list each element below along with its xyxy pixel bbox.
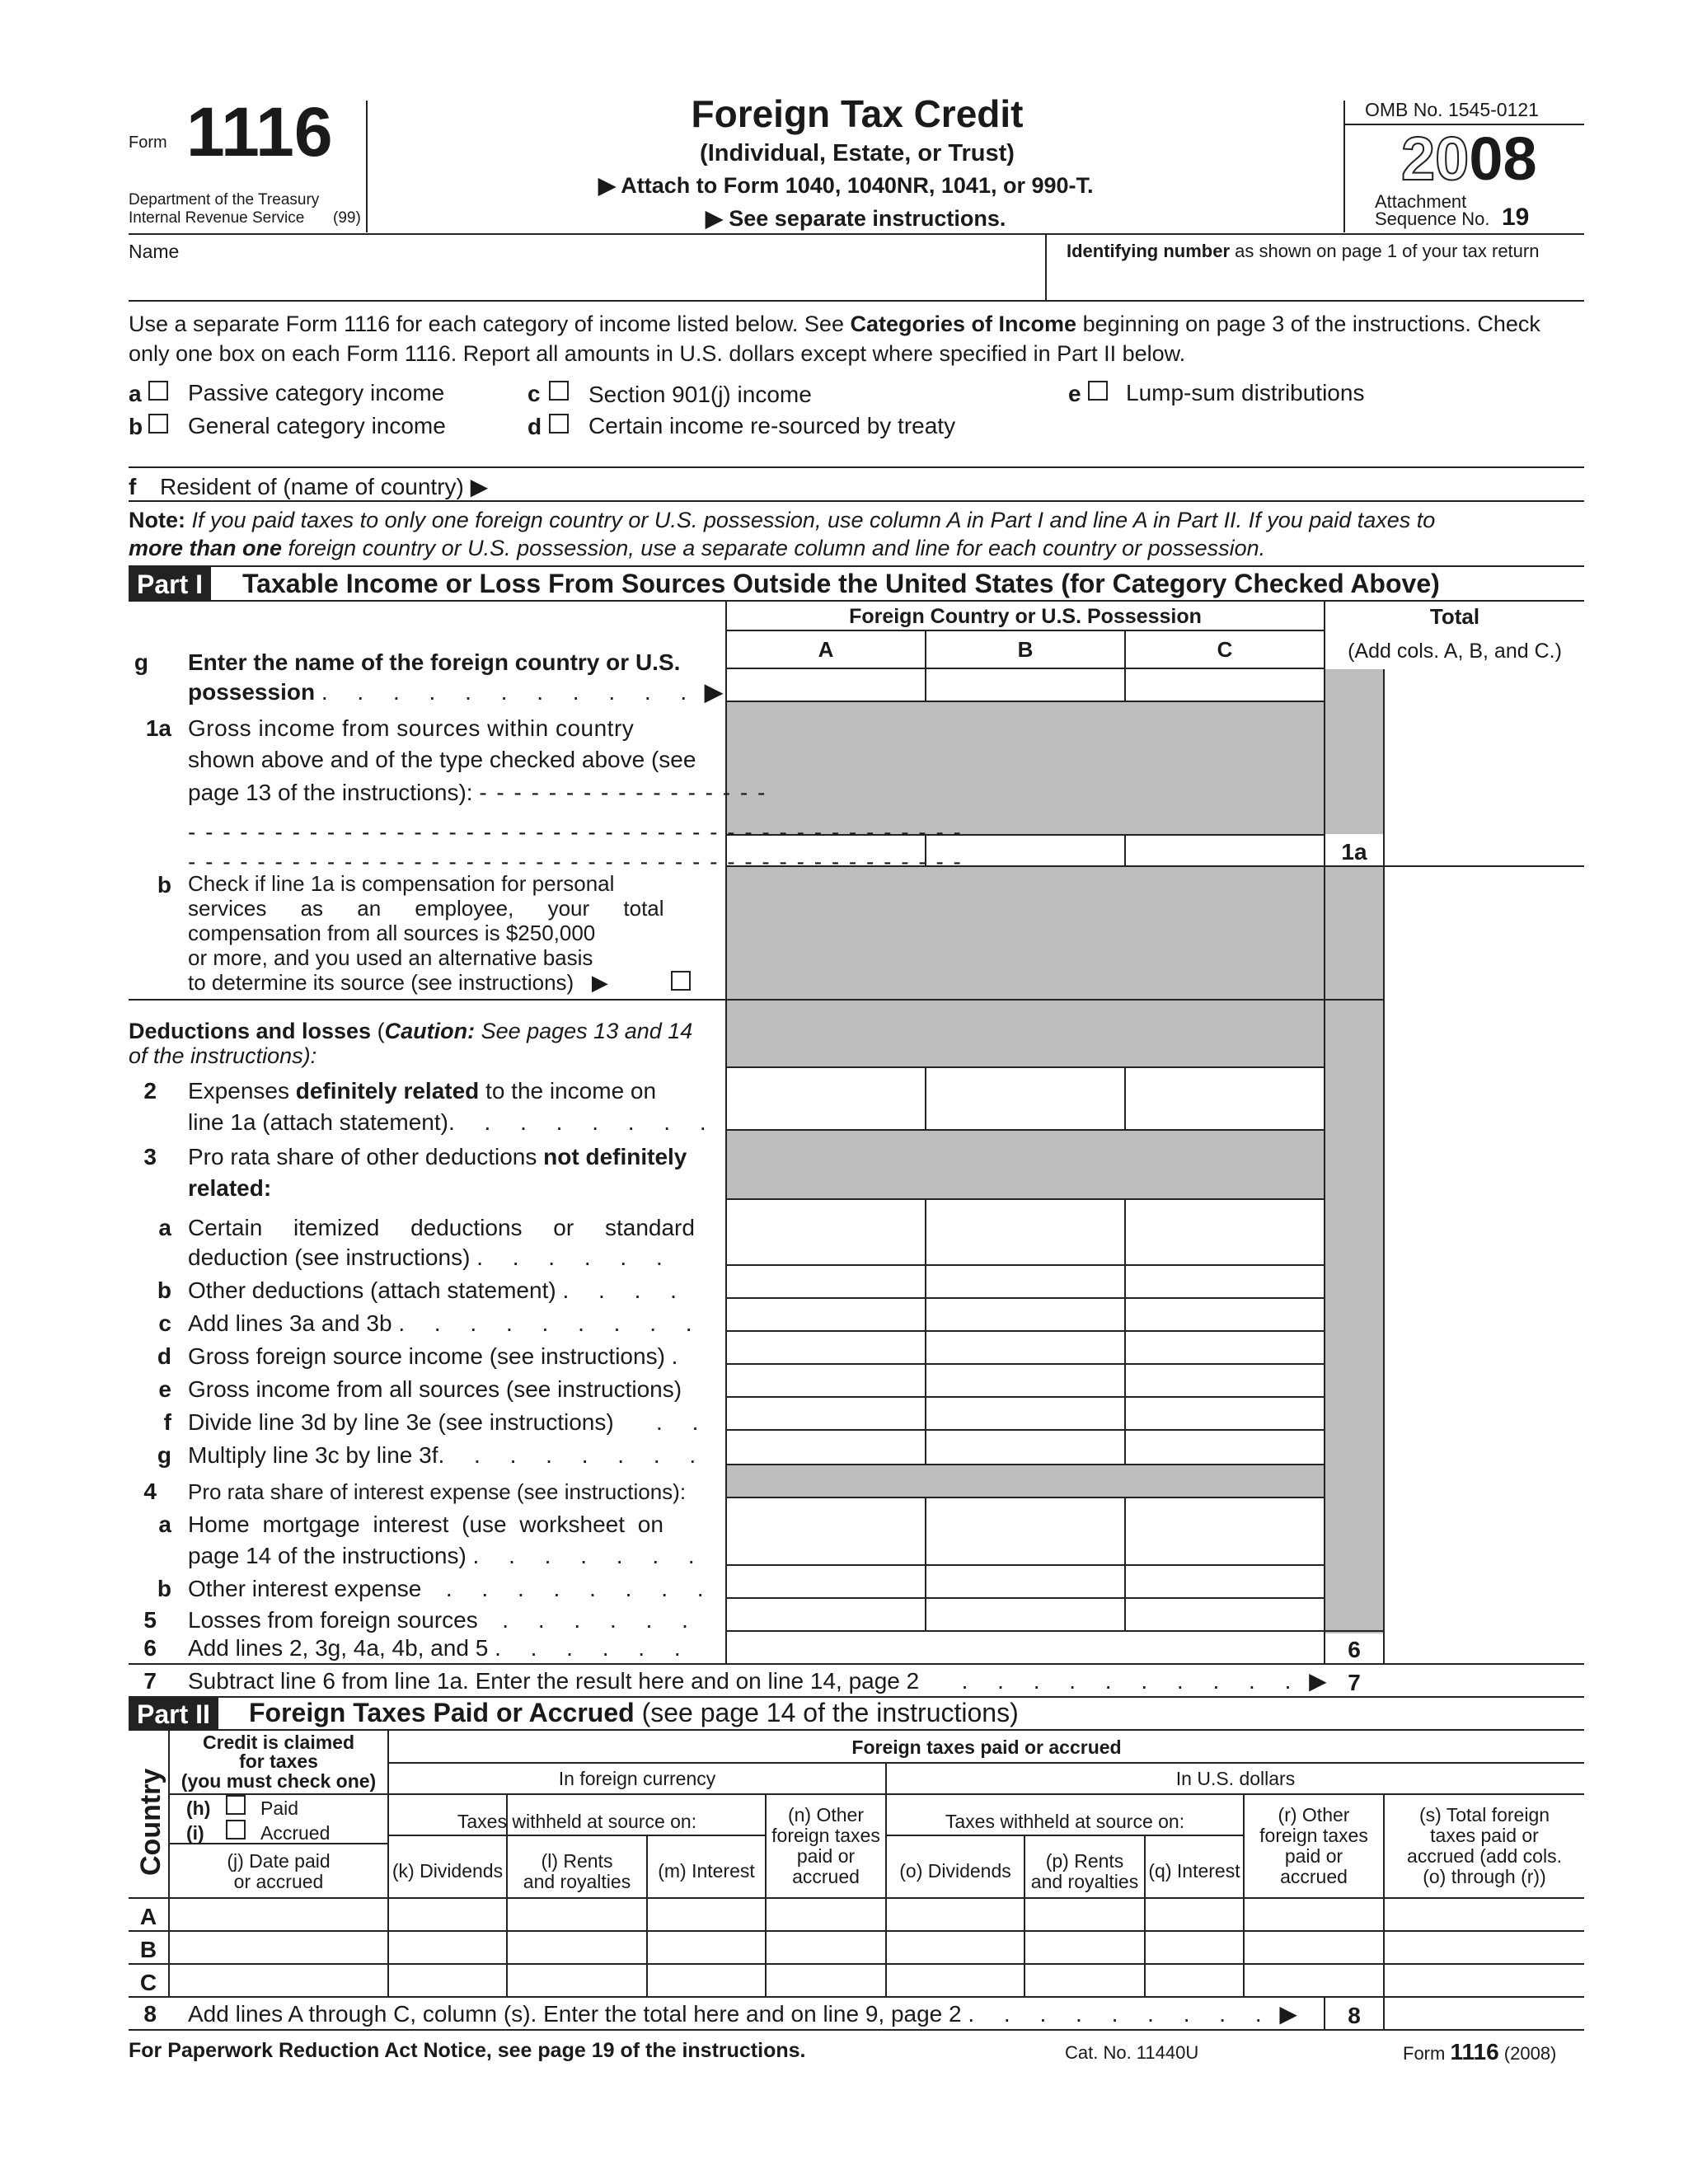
line-4-text: Pro rata share of interest expense (see instructions): xyxy=(188,1479,687,1504)
note-line1: Note: If you paid taxes to only one foreign country or U.S. possession, use column A in Part I and line A in Part II. If you paid taxes to xyxy=(129,508,1436,532)
r-header1: (r) Other xyxy=(1278,1804,1350,1825)
line-g-col-a[interactable] xyxy=(730,671,925,701)
cat-e-letter: e xyxy=(1068,381,1081,406)
row-a-date[interactable] xyxy=(173,1900,387,1930)
line-1a-col-c[interactable] xyxy=(1129,836,1324,865)
attach-instruction: ▶ Attach to Form 1040, 1040NR, 1041, or 990-T. xyxy=(598,173,1094,198)
tax-year: 2008 xyxy=(1401,124,1537,193)
attachment-label: Attachment xyxy=(1375,191,1467,212)
line-2-num: 2 xyxy=(143,1078,157,1104)
name-label: Name xyxy=(129,241,180,262)
part1-tab: Part I xyxy=(129,567,211,602)
accrued-checkbox[interactable] xyxy=(226,1820,246,1840)
cat-number: Cat. No. 11440U xyxy=(1065,2042,1199,2063)
paid-checkbox[interactable] xyxy=(226,1795,246,1815)
line-1a-col-a[interactable] xyxy=(730,836,925,865)
cat-c-letter: c xyxy=(528,381,541,406)
n-header2: foreign taxes xyxy=(771,1825,880,1846)
line-7-total[interactable] xyxy=(1388,1666,1582,1696)
dept-line1: Department of the Treasury xyxy=(129,191,320,209)
see-instructions: ▶ See separate instructions. xyxy=(706,206,1006,231)
j-label: (j) Date paid xyxy=(227,1850,331,1872)
form-word: Form xyxy=(129,134,167,152)
line-3d-text: Gross foreign source income (see instructions) . xyxy=(188,1343,678,1369)
line-3c-letter: c xyxy=(158,1310,171,1336)
cat-b-letter: b xyxy=(129,414,143,439)
withheld-header-fc: Taxes withheld at source on: xyxy=(457,1811,697,1832)
cat-a-label: Passive category income xyxy=(188,380,445,405)
omb-number: OMB No. 1545-0121 xyxy=(1365,99,1539,120)
n-header1: (n) Other xyxy=(787,1804,865,1825)
line-1a-dashes1: - - - - - - - - - - - - - - - - - - - - - - - - - - - - - - - - - - - - - - - - - - - - - xyxy=(188,819,963,845)
line-5-text: Losses from foreign sources . . . . . . xyxy=(188,1607,700,1633)
line-1a-total[interactable] xyxy=(1388,836,1582,865)
part2-tab: Part II xyxy=(129,1698,218,1731)
sequence-label: Sequence No. xyxy=(1375,209,1490,229)
form-subtitle: (Individual, Estate, or Trust) xyxy=(700,140,1015,166)
cat-c-checkbox[interactable] xyxy=(549,381,569,401)
line-1a-text3: page 13 of the instructions): - - - - - - - - - - - - - - - - - xyxy=(188,780,767,805)
line-1b-checkbox[interactable] xyxy=(671,971,691,991)
line-1a-col-b[interactable] xyxy=(930,836,1124,865)
row-a-total[interactable] xyxy=(1388,1900,1582,1930)
line-3b-text: Other deductions (attach statement) . . . . xyxy=(188,1277,688,1303)
l-header2: and royalties xyxy=(523,1871,631,1892)
line-1a-text2: shown above and of the type checked above (see xyxy=(188,747,696,772)
cat-e-label: Lump-sum distributions xyxy=(1126,380,1365,405)
line-3c-text: Add lines 3a and 3b . . . . . . . . . xyxy=(188,1310,704,1336)
line-3b-letter: b xyxy=(157,1277,171,1303)
row-c-total[interactable] xyxy=(1388,1966,1582,1996)
col-c-header: C xyxy=(1217,637,1233,662)
cat-e-checkbox[interactable] xyxy=(1088,381,1108,401)
cat-a-letter: a xyxy=(129,381,142,406)
r-header4: accrued xyxy=(1280,1866,1348,1887)
line-5-num: 5 xyxy=(143,1607,157,1633)
line-4a-text1: Home mortgage interest (use worksheet on xyxy=(188,1511,663,1537)
row-c-date[interactable] xyxy=(173,1966,387,1996)
withheld-header-us: Taxes withheld at source on: xyxy=(945,1811,1185,1832)
line-6-num: 6 xyxy=(143,1635,157,1661)
line-3a-text2: deduction (see instructions) . . . . . . xyxy=(188,1244,674,1270)
line-2-text1: Expenses definitely related to the income on xyxy=(188,1078,657,1104)
line-g-col-b[interactable] xyxy=(930,671,1124,701)
line-3a-letter: a xyxy=(158,1215,171,1240)
line-8-text: Add lines A through C, column (s). Enter the total here and on line 9, page 2 . . . . . . . . . ▶ xyxy=(188,2001,1297,2027)
dept-code: (99) xyxy=(333,209,361,227)
o-header: (o) Dividends xyxy=(899,1860,1011,1882)
n-header3: paid or xyxy=(796,1845,856,1867)
row-b-label: B xyxy=(139,1937,157,1962)
sequence-number: 19 xyxy=(1502,204,1530,231)
form-number: 1116 xyxy=(186,93,333,171)
line-g-letter: g xyxy=(134,649,148,675)
part1-title: Taxable Income or Loss From Sources Outside the United States (for Category Checked Above) xyxy=(242,569,1440,598)
line-1a-num: 1a xyxy=(145,715,171,741)
line-1b-text5: to determine its source (see instructions) ▶ xyxy=(188,970,608,995)
j-label2: or accrued xyxy=(233,1871,324,1892)
form-title: Foreign Tax Credit xyxy=(691,92,1024,135)
row-b-total[interactable] xyxy=(1388,1933,1582,1963)
line-3-text2: related: xyxy=(188,1175,272,1201)
total-header: Total xyxy=(1429,604,1480,629)
line-8-box: 8 xyxy=(1348,2003,1361,2028)
line-7-num: 7 xyxy=(143,1668,157,1694)
line-3g-letter: g xyxy=(157,1442,171,1468)
deductions-header: Deductions and losses (Caution: See pages 13 and 14 xyxy=(129,1019,693,1043)
line-g-col-c[interactable] xyxy=(1129,671,1324,701)
i-label: (i) xyxy=(186,1822,204,1844)
total-subheader: (Add cols. A, B, and C.) xyxy=(1348,640,1562,663)
line-g-text2: possession . . . . . . . . . . . ▶ xyxy=(188,679,723,705)
line-3g-text: Multiply line 3c by line 3f. . . . . . . . xyxy=(188,1442,708,1468)
row-b-date[interactable] xyxy=(173,1933,387,1963)
line-1b-text4: or more, and you used an alternative basis xyxy=(188,945,593,970)
q-header: (q) Interest xyxy=(1148,1860,1240,1882)
line-4-num: 4 xyxy=(143,1479,157,1504)
resident-country-input[interactable] xyxy=(511,470,1578,501)
line-3-num: 3 xyxy=(143,1144,157,1169)
resident-letter: f xyxy=(129,474,137,499)
line-g-text1: Enter the name of the foreign country or U.S. xyxy=(188,649,681,675)
line-1a-text1: Gross income from sources within country xyxy=(188,715,635,741)
country-header: Country xyxy=(135,1768,166,1876)
h-label: (h) xyxy=(186,1797,211,1819)
row-a-label: A xyxy=(139,1904,157,1929)
r-header2: foreign taxes xyxy=(1259,1825,1368,1846)
foreign-taxes-group: Foreign taxes paid or accrued xyxy=(851,1736,1122,1758)
us-dollars-header: In U.S. dollars xyxy=(1175,1768,1296,1789)
line-4a-letter: a xyxy=(158,1511,171,1537)
line-1b-text3: compensation from all sources is $250,000 xyxy=(188,921,596,945)
s-header4: (o) through (r)) xyxy=(1423,1866,1546,1887)
paperwork-notice: For Paperwork Reduction Act Notice, see page 19 of the instructions. xyxy=(129,2039,806,2062)
line-6-box: 6 xyxy=(1348,1637,1361,1662)
p-header2: and royalties xyxy=(1030,1871,1139,1892)
intro-line1: Use a separate Form 1116 for each category of income listed below. See Categories of Income beginning on page 3 of the instructions. Check xyxy=(129,312,1540,336)
line-1b-letter: b xyxy=(157,872,171,898)
cat-d-letter: d xyxy=(528,414,542,439)
credit-claimed-1: Credit is claimed xyxy=(202,1732,355,1753)
n-header4: accrued xyxy=(792,1866,860,1887)
line-3-text1: Pro rata share of other deductions not definitely xyxy=(188,1144,687,1169)
line-1b-text2: services as an employee, your total xyxy=(188,896,664,921)
line-1a-dashes2: - - - - - - - - - - - - - - - - - - - - - - - - - - - - - - - - - - - - - - - - - - - - - xyxy=(188,849,963,874)
line-3e-text: Gross income from all sources (see instructions) xyxy=(188,1376,682,1402)
line-6-text: Add lines 2, 3g, 4a, 4b, and 5 . . . . . . xyxy=(188,1635,692,1661)
line-1b-text1: Check if line 1a is compensation for personal xyxy=(188,871,615,896)
line-3f-letter: f xyxy=(163,1409,171,1435)
line-7-box: 7 xyxy=(1348,1670,1361,1695)
line-6-total[interactable] xyxy=(1388,1633,1582,1663)
line-3a-text1: Certain itemized deductions or standard xyxy=(188,1215,695,1240)
credit-claimed-2: for taxes xyxy=(239,1750,318,1772)
deductions-header2: of the instructions): xyxy=(129,1043,317,1068)
line-4b-text: Other interest expense . . . . . . . . xyxy=(188,1576,715,1601)
p-header1: (p) Rents xyxy=(1045,1850,1124,1872)
foreign-currency-header: In foreign currency xyxy=(558,1768,716,1789)
dept-line2: Internal Revenue Service xyxy=(129,209,305,227)
identifying-number-input[interactable] xyxy=(1055,265,1578,298)
footer-form: Form 1116 (2008) xyxy=(1403,2039,1557,2064)
line-3d-letter: d xyxy=(157,1343,171,1369)
cat-a-checkbox[interactable] xyxy=(148,381,168,401)
name-input[interactable] xyxy=(132,265,1042,298)
line-8-total[interactable] xyxy=(1388,1999,1582,2029)
cat-d-label: Certain income re-sourced by treaty xyxy=(588,413,956,438)
cat-c-label: Section 901(j) income xyxy=(588,382,812,407)
line-4a-text2: page 14 of the instructions) . . . . . . . xyxy=(188,1543,706,1568)
col-a-header: A xyxy=(818,637,834,662)
cat-b-checkbox[interactable] xyxy=(148,414,168,434)
identifying-number-label: Identifying number as shown on page 1 of your tax return xyxy=(1067,241,1540,261)
r-header3: paid or xyxy=(1284,1845,1343,1867)
m-header: (m) Interest xyxy=(658,1860,755,1882)
s-header2: taxes paid or xyxy=(1430,1825,1539,1846)
part2-title: Foreign Taxes Paid or Accrued (see page 14 of the instructions) xyxy=(249,1698,1019,1727)
accrued-label: Accrued xyxy=(260,1822,331,1844)
col-group-header: Foreign Country or U.S. Possession xyxy=(849,605,1202,628)
row-c-label: C xyxy=(139,1970,157,1995)
cat-d-checkbox[interactable] xyxy=(549,414,569,434)
col-b-header: B xyxy=(1017,637,1034,662)
line-4b-letter: b xyxy=(157,1576,171,1601)
line-3f-text: Divide line 3d by line 3e (see instructions) . . xyxy=(188,1409,710,1435)
l-header1: (l) Rents xyxy=(541,1850,613,1872)
line-2-text2: line 1a (attach statement). . . . . . . . xyxy=(188,1109,718,1135)
line-7-text: Subtract line 6 from line 1a. Enter the result here and on line 14, page 2 . . . . . . . . . . ▶ xyxy=(188,1668,1327,1694)
resident-label: Resident of (name of country) ▶ xyxy=(160,474,489,499)
note-line2: more than one foreign country or U.S. possession, use a separate column and line for each country or possession. xyxy=(129,536,1266,560)
line-8-num: 8 xyxy=(143,2001,157,2027)
credit-claimed-3: (you must check one) xyxy=(181,1770,377,1792)
s-header1: (s) Total foreign xyxy=(1418,1804,1550,1825)
line-3e-letter: e xyxy=(158,1376,171,1402)
line-1a-box: 1a xyxy=(1341,839,1367,865)
intro-line2: only one box on each Form 1116. Report all amounts in U.S. dollars except where specified in Part II below. xyxy=(129,341,1186,366)
s-header3: accrued (add cols. xyxy=(1407,1845,1562,1867)
paid-label: Paid xyxy=(260,1797,299,1819)
cat-b-label: General category income xyxy=(188,413,446,438)
k-header: (k) Dividends xyxy=(392,1860,504,1882)
